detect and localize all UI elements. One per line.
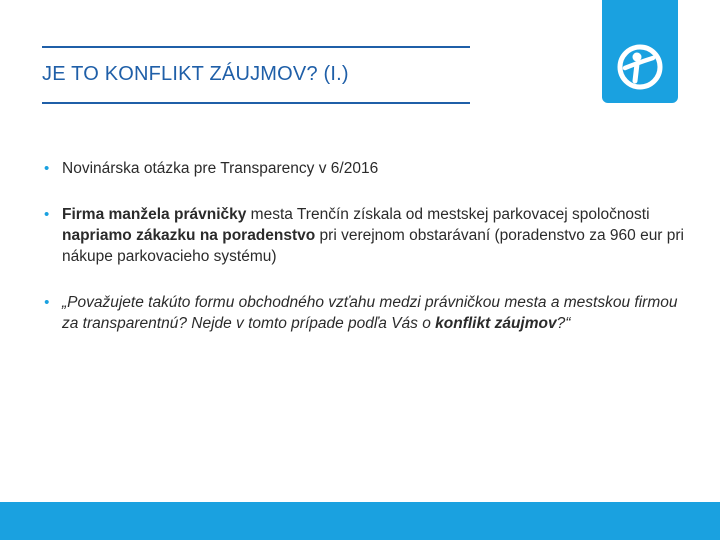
bullet-text: mesta Trenčín získala od mestskej parkovacej spoločnosti: [246, 206, 650, 223]
emphasis-text: napriamo zákazku na poradenstvo: [62, 227, 316, 244]
bullet-item: [44, 204, 694, 267]
footer-bar: [0, 502, 720, 540]
transparency-international-logo-icon: [613, 40, 667, 94]
slide-title: JE TO KONFLIKT ZÁUJMOV? (I.): [42, 63, 349, 85]
bullet-text: Novinárska otázka pre Transparency v 6/2016: [62, 160, 379, 177]
bullet-marker: •: [44, 294, 50, 311]
logo-panel: [602, 0, 678, 103]
bullet-text: „Považujete takúto formu obchodného vzťahu medzi právničkou mesta a mestskou firmou za transparentnú? Nejde v tomto prípade podľa Vás o: [62, 294, 678, 332]
emphasis-text: konflikt záujmov: [435, 315, 557, 332]
emphasis-text: Firma manžela právničky: [62, 206, 247, 223]
title-top-rule: [42, 46, 470, 48]
bullet-marker: •: [44, 206, 50, 223]
bullet-item: [44, 292, 694, 334]
bullet-text: pri verejnom obstarávaní (poradenstvo za 960 eur pri nákupe parkovacieho systému): [62, 227, 685, 265]
title-bottom-rule: [42, 102, 470, 104]
bullet-item: [44, 158, 694, 179]
bullet-text: ?“: [556, 315, 571, 332]
bullet-marker: •: [44, 160, 50, 177]
bullet-list: [44, 158, 694, 334]
